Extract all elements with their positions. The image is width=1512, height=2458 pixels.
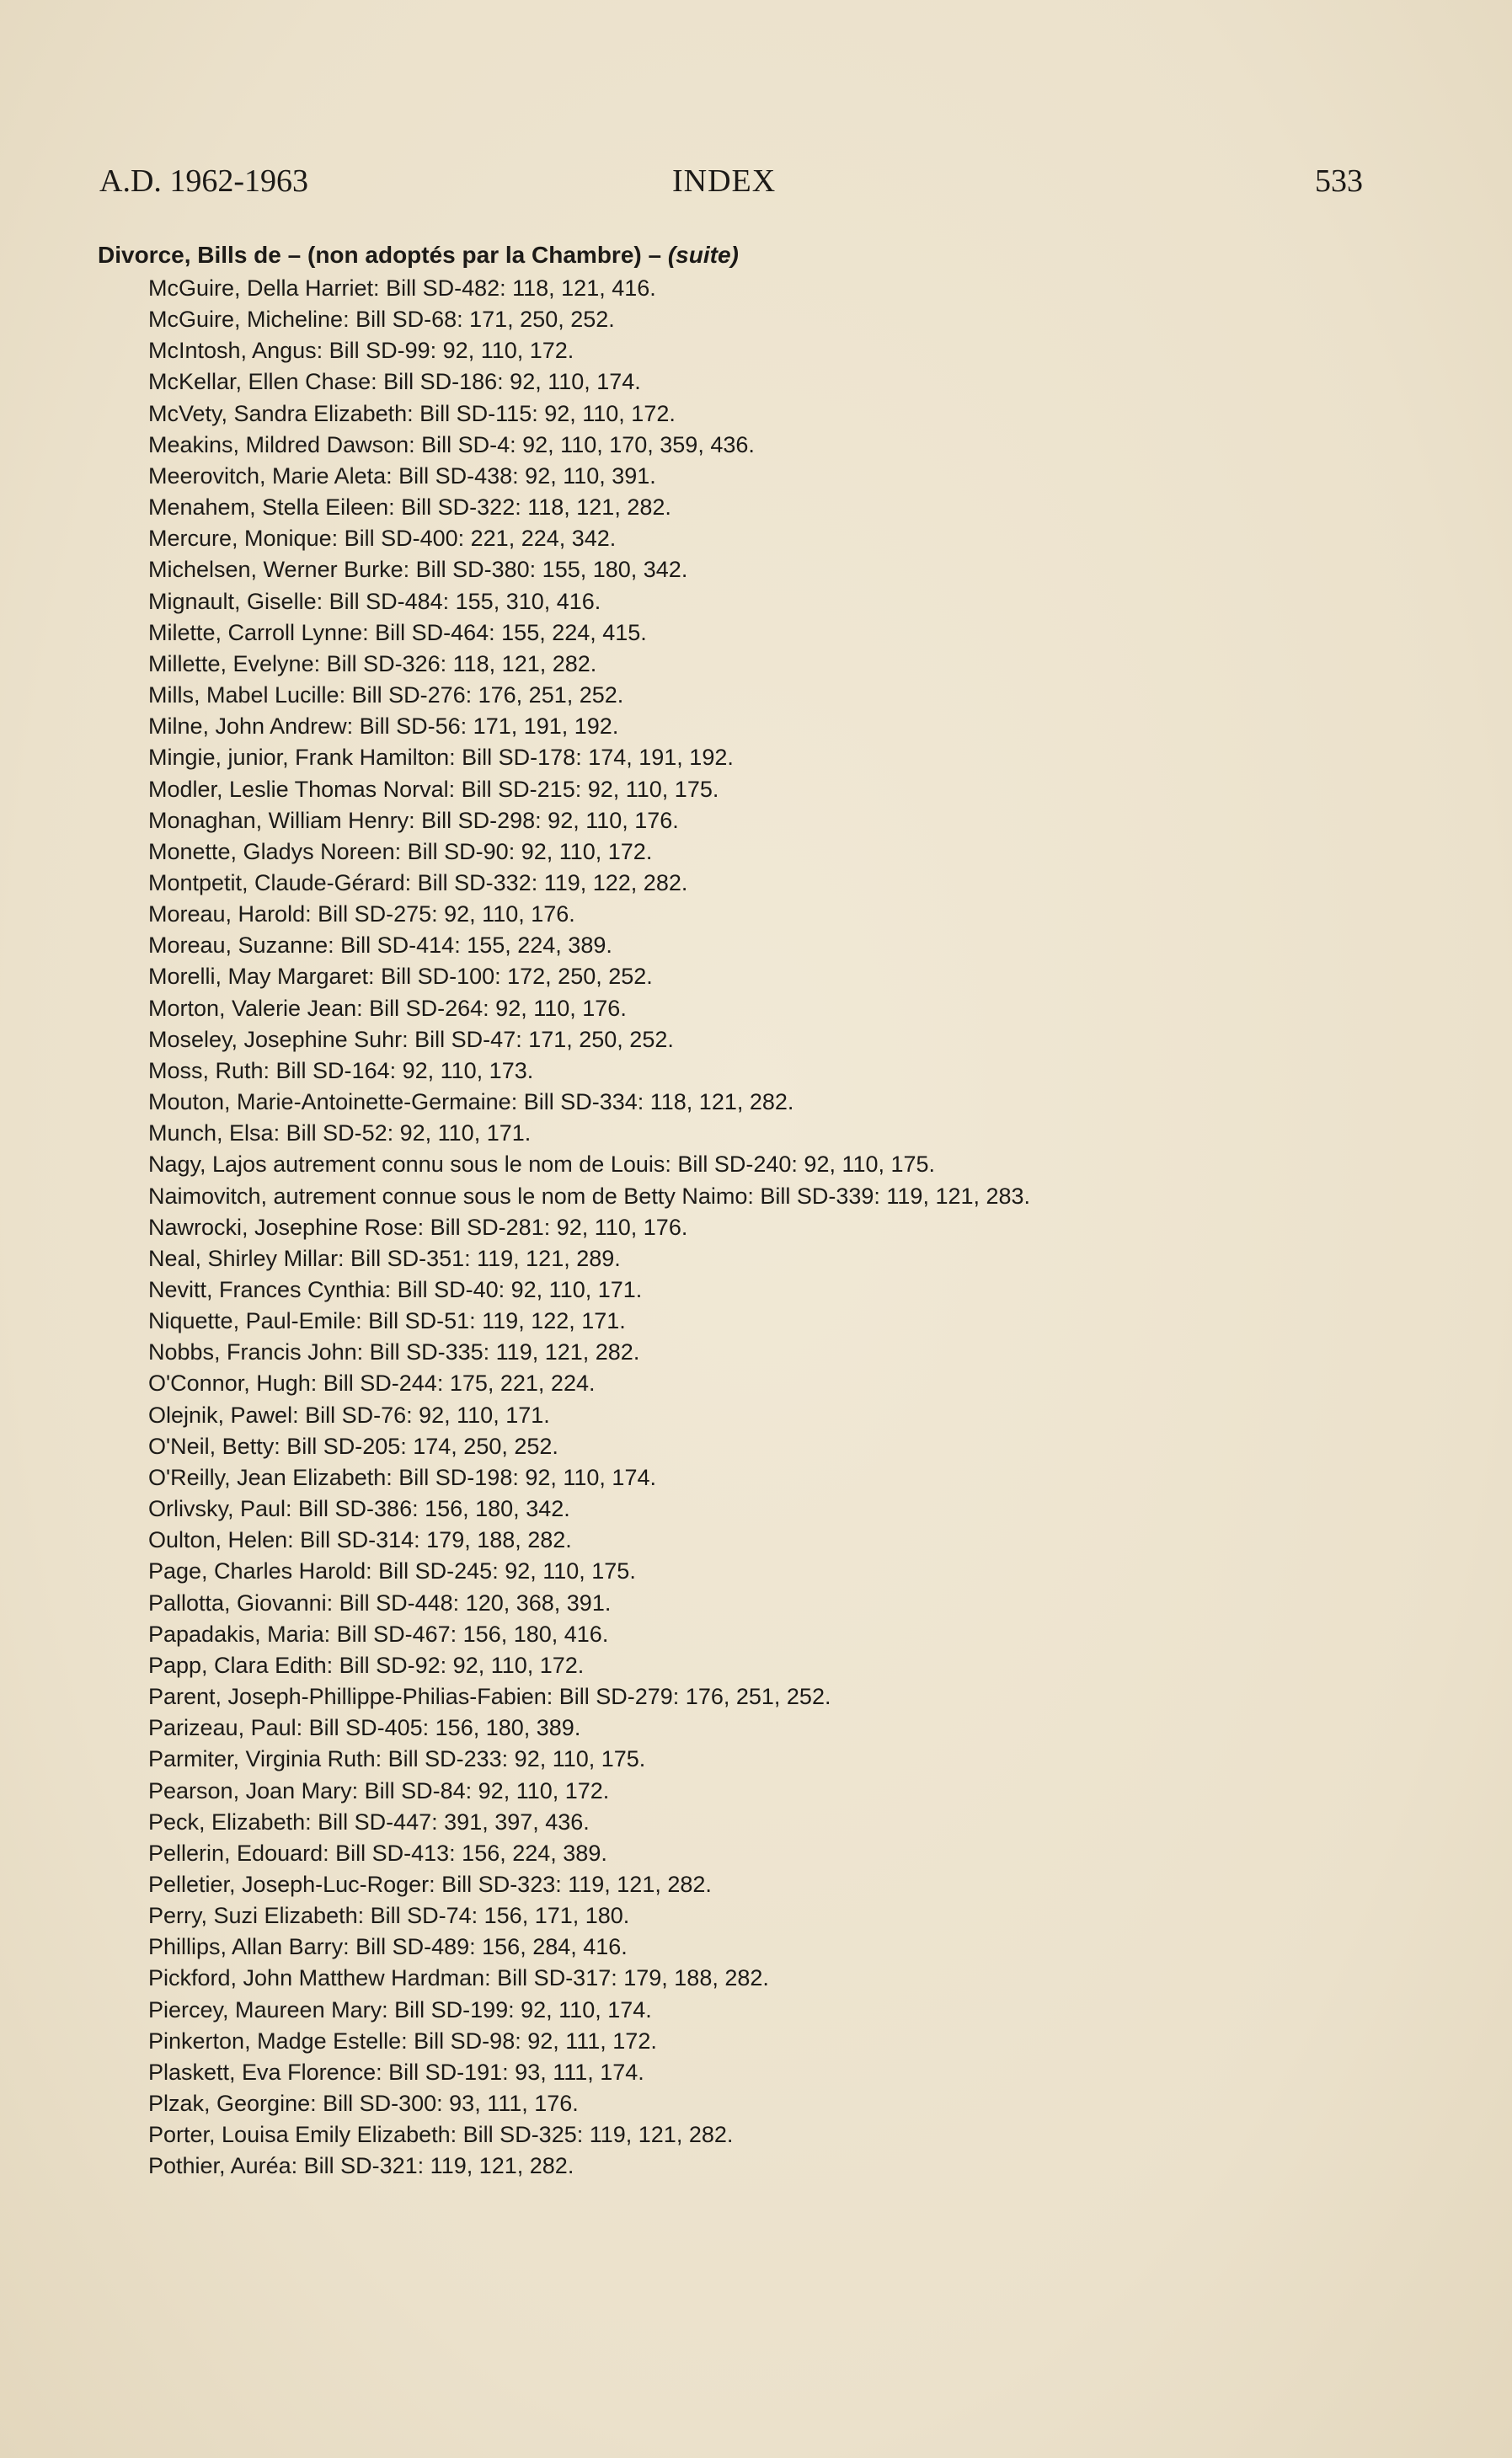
index-entry: Mills, Mabel Lucille: Bill SD-276: 176, 251, 252. [148, 682, 624, 708]
section-heading-text: Divorce, Bills de – (non adoptés par la Chambre) – [98, 242, 662, 268]
index-entry: Perry, Suzi Elizabeth: Bill SD-74: 156, 171, 180. [148, 1903, 630, 1929]
index-entry: Morton, Valerie Jean: Bill SD-264: 92, 110, 176. [148, 995, 627, 1021]
index-entry: Pearson, Joan Mary: Bill SD-84: 92, 110, 172. [148, 1777, 610, 1803]
index-entry: Moseley, Josephine Suhr: Bill SD-47: 171, 250, 252. [148, 1026, 674, 1052]
index-entry: Millette, Evelyne: Bill SD-326: 118, 121, 282. [148, 650, 597, 676]
index-entry: Phillips, Allan Barry: Bill SD-489: 156, 284, 416. [148, 1934, 628, 1960]
index-entry: McKellar, Ellen Chase: Bill SD-186: 92, 110, 174. [148, 369, 641, 395]
index-entry: Niquette, Paul-Emile: Bill SD-51: 119, 122, 171. [148, 1308, 626, 1334]
index-entry: Milette, Carroll Lynne: Bill SD-464: 155, 224, 415. [148, 619, 647, 645]
section-heading [98, 238, 739, 272]
index-entry: Neal, Shirley Millar: Bill SD-351: 119, 121, 289. [148, 1245, 621, 1271]
index-entry: Parent, Joseph-Phillippe-Philias-Fabien: Bill SD-279: 176, 251, 252. [148, 1684, 831, 1710]
index-entry: Papadakis, Maria: Bill SD-467: 156, 180, 416. [148, 1621, 609, 1647]
index-entry: Morelli, May Margaret: Bill SD-100: 172, 250, 252. [148, 964, 653, 990]
index-entry: Milne, John Andrew: Bill SD-56: 171, 191, 192. [148, 713, 619, 740]
index-entry: Munch, Elsa: Bill SD-52: 92, 110, 171. [148, 1120, 532, 1146]
index-entry: McGuire, Della Harriet: Bill SD-482: 118, 121, 416. [148, 275, 656, 301]
index-entry: Pothier, Auréa: Bill SD-321: 119, 121, 282. [148, 2153, 574, 2179]
index-entry: Nobbs, Francis John: Bill SD-335: 119, 121, 282. [148, 1339, 640, 1365]
index-entry: Moreau, Harold: Bill SD-275: 92, 110, 176. [148, 901, 575, 927]
index-entry: Pelletier, Joseph-Luc-Roger: Bill SD-323: 119, 121, 282. [148, 1871, 712, 1897]
index-entry: McVety, Sandra Elizabeth: Bill SD-115: 92, 110, 172. [148, 400, 676, 426]
index-entry: Peck, Elizabeth: Bill SD-447: 391, 397, 436. [148, 1809, 590, 1835]
index-entry: Plzak, Georgine: Bill SD-300: 93, 111, 176. [148, 2091, 579, 2117]
index-entry: Nawrocki, Josephine Rose: Bill SD-281: 92, 110, 176. [148, 1214, 688, 1240]
index-entry: O'Neil, Betty: Bill SD-205: 174, 250, 252. [148, 1433, 558, 1459]
index-entry: Mouton, Marie-Antoinette-Germaine: Bill SD-334: 118, 121, 282. [148, 1089, 794, 1115]
section-heading-suffix: (suite) [667, 242, 739, 268]
index-entry: McGuire, Micheline: Bill SD-68: 171, 250, 252. [148, 307, 615, 333]
index-entry: Naimovitch, autrement connue sous le nom de Betty Naimo: Bill SD-339: 119, 121, 283. [148, 1183, 1031, 1209]
index-entry: Michelsen, Werner Burke: Bill SD-380: 155, 180, 342. [148, 557, 688, 583]
index-entry-list [148, 273, 1429, 2183]
index-entry: Pallotta, Giovanni: Bill SD-448: 120, 368, 391. [148, 1590, 612, 1616]
page-title: INDEX [672, 163, 777, 199]
index-entry: Mignault, Giselle: Bill SD-484: 155, 310, 416. [148, 588, 601, 614]
index-entry: Montpetit, Claude-Gérard: Bill SD-332: 119, 122, 282. [148, 869, 688, 895]
index-entry: Moss, Ruth: Bill SD-164: 92, 110, 173. [148, 1057, 534, 1083]
index-entry: Moreau, Suzanne: Bill SD-414: 155, 224, 389. [148, 932, 612, 959]
index-entry: McIntosh, Angus: Bill SD-99: 92, 110, 172. [148, 338, 574, 364]
index-entry: Meakins, Mildred Dawson: Bill SD-4: 92, 110, 170, 359, 436. [148, 431, 755, 457]
index-entry: Parizeau, Paul: Bill SD-405: 156, 180, 389. [148, 1715, 581, 1741]
index-entry: Page, Charles Harold: Bill SD-245: 92, 110, 175. [148, 1558, 636, 1584]
page-number: 533 [1315, 163, 1363, 199]
index-entry: Olejnik, Pawel: Bill SD-76: 92, 110, 171. [148, 1402, 550, 1428]
index-entry: Porter, Louisa Emily Elizabeth: Bill SD-325: 119, 121, 282. [148, 2122, 734, 2148]
index-entry: Nevitt, Frances Cynthia: Bill SD-40: 92, 110, 171. [148, 1277, 643, 1302]
index-entry: Modler, Leslie Thomas Norval: Bill SD-215: 92, 110, 175. [148, 776, 719, 802]
index-entry: Menahem, Stella Eileen: Bill SD-322: 118, 121, 282. [148, 494, 671, 521]
index-entry: O'Connor, Hugh: Bill SD-244: 175, 221, 224. [148, 1371, 596, 1397]
index-entry: Monaghan, William Henry: Bill SD-298: 92, 110, 176. [148, 807, 679, 833]
index-entry: Papp, Clara Edith: Bill SD-92: 92, 110, 172. [148, 1652, 585, 1678]
index-entry: Mingie, junior, Frank Hamilton: Bill SD-178: 174, 191, 192. [148, 745, 734, 771]
index-entry: Piercey, Maureen Mary: Bill SD-199: 92, 110, 174. [148, 1996, 652, 2023]
index-entry: Plaskett, Eva Florence: Bill SD-191: 93, 111, 174. [148, 2059, 644, 2085]
index-entry: Pinkerton, Madge Estelle: Bill SD-98: 92, 111, 172. [148, 2028, 657, 2054]
index-entry: Meerovitch, Marie Aleta: Bill SD-438: 92, 110, 391. [148, 462, 656, 489]
index-entry: Orlivsky, Paul: Bill SD-386: 156, 180, 342. [148, 1496, 570, 1522]
index-entry: Pellerin, Edouard: Bill SD-413: 156, 224, 389. [148, 1840, 607, 1866]
session-years: A.D. 1962-1963 [99, 163, 309, 199]
index-entry: Mercure, Monique: Bill SD-400: 221, 224, 342. [148, 526, 617, 552]
index-entry: Nagy, Lajos autrement connu sous le nom de Louis: Bill SD-240: 92, 110, 175. [148, 1152, 936, 1178]
index-entry: Monette, Gladys Noreen: Bill SD-90: 92, 110, 172. [148, 838, 653, 864]
running-header [99, 160, 1363, 202]
index-entry: Oulton, Helen: Bill SD-314: 179, 188, 282. [148, 1527, 572, 1553]
index-entry: Parmiter, Virginia Ruth: Bill SD-233: 92, 110, 175. [148, 1746, 646, 1772]
index-entry: Pickford, John Matthew Hardman: Bill SD-317: 179, 188, 282. [148, 1965, 769, 1991]
index-entry: O'Reilly, Jean Elizabeth: Bill SD-198: 92, 110, 174. [148, 1464, 656, 1490]
